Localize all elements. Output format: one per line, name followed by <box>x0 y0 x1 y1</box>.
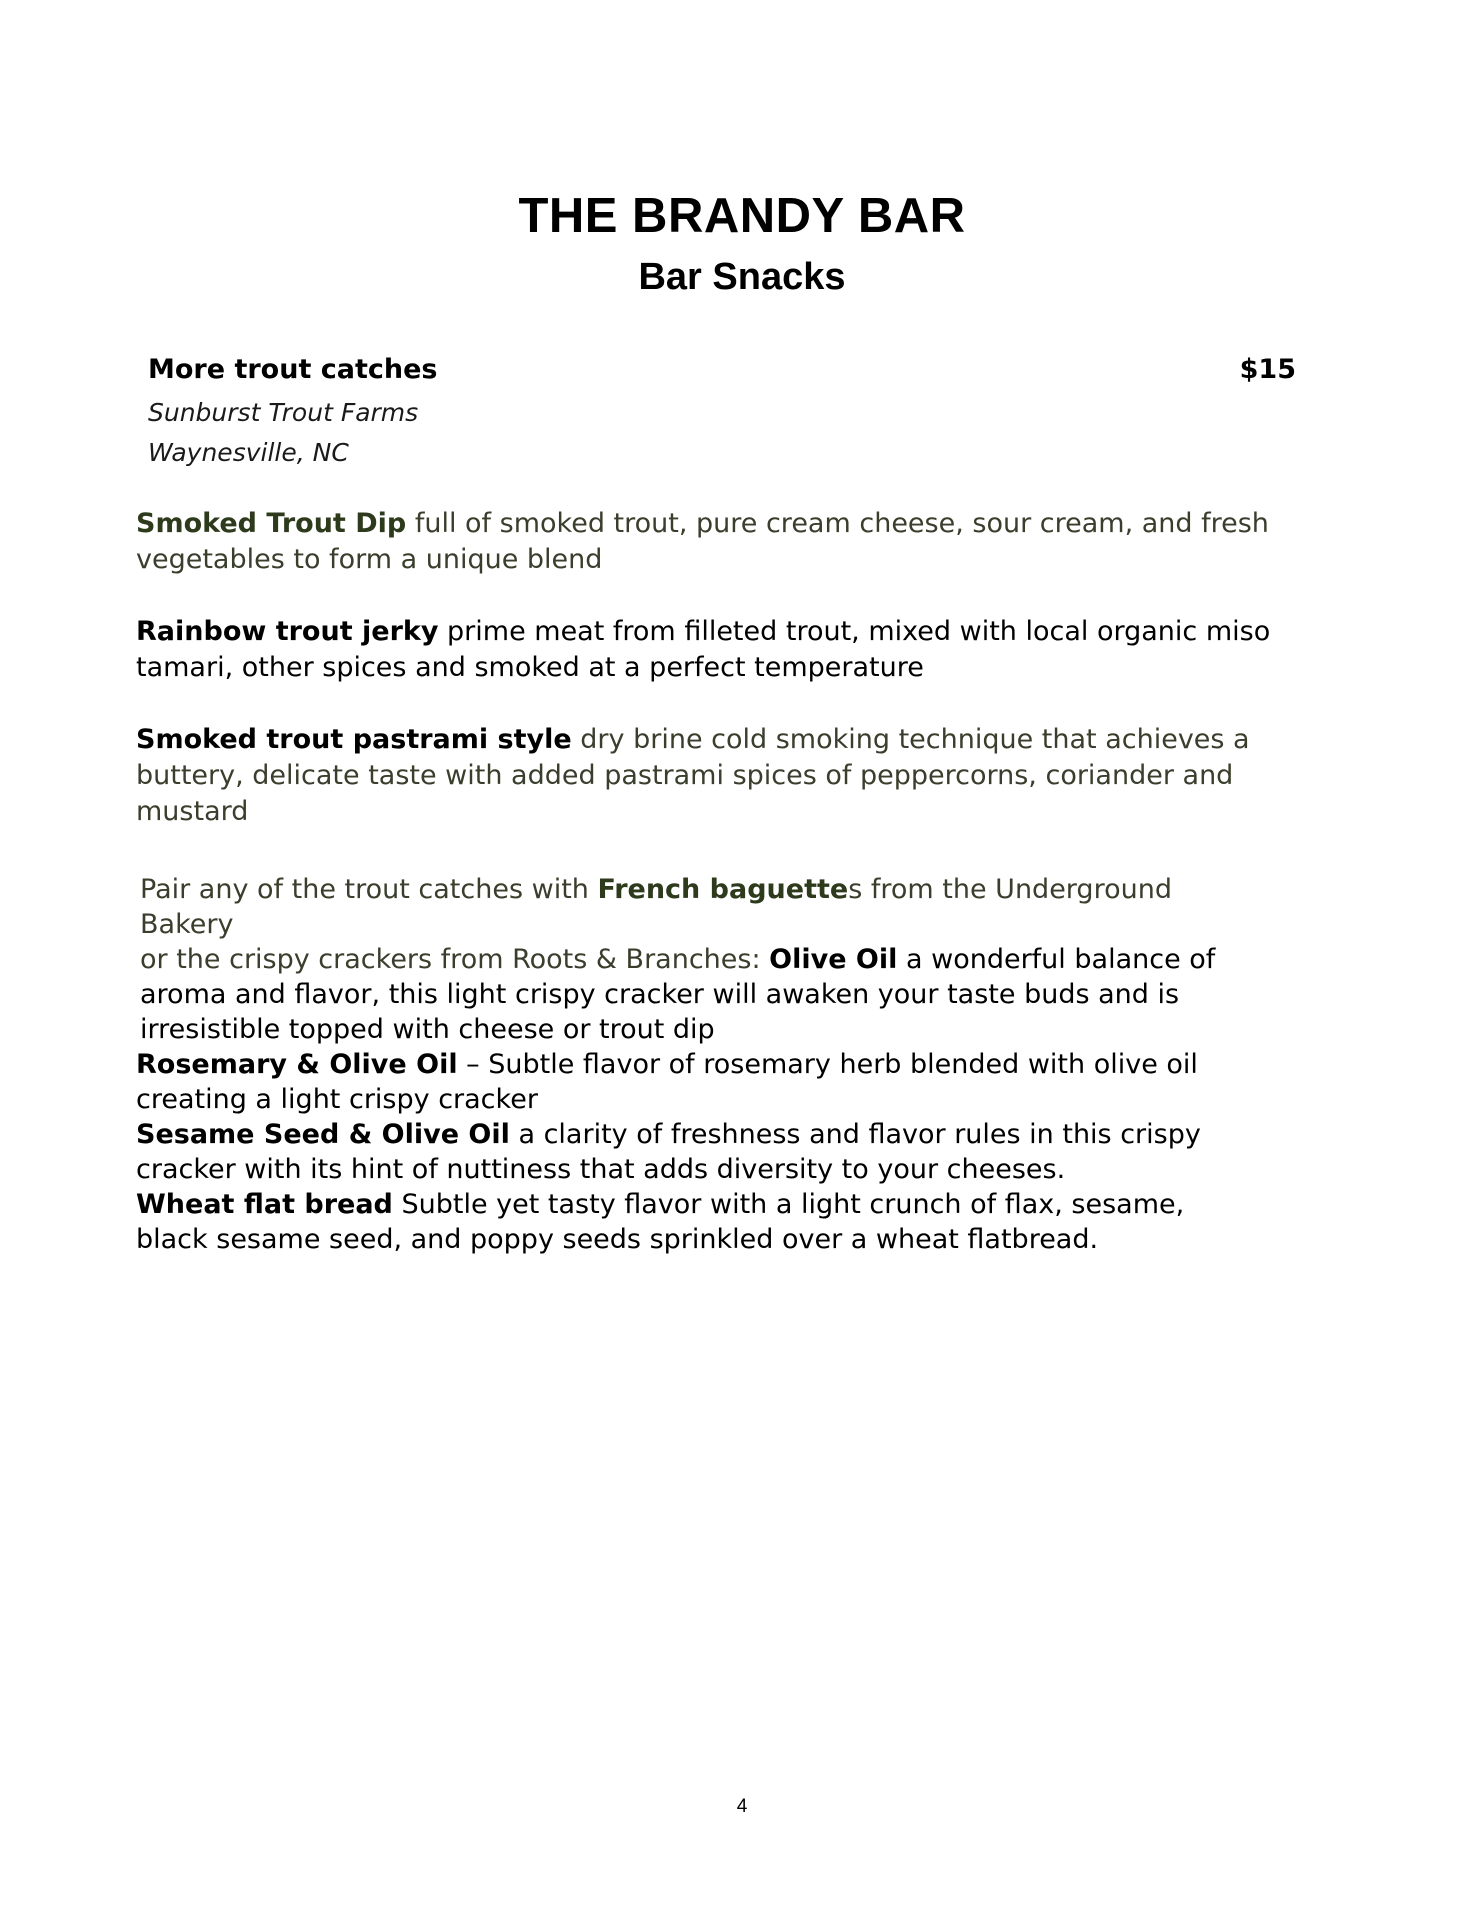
menu-item-description: tamari, other spices and smoked at a perfect temperature <box>136 652 924 683</box>
feature-item-name: More trout catches <box>148 354 438 385</box>
cracker-rosemary-description: creating a light crispy cracker <box>136 1084 538 1115</box>
menu-item-description: vegetables to form a unique blend <box>136 544 603 575</box>
page-number: 4 <box>736 1796 748 1817</box>
section-title: Bar Snacks <box>638 256 846 298</box>
cracker-olive-oil-description: irresistible topped with cheese or trout dip <box>140 1014 715 1045</box>
menu-item-name: Smoked trout pastrami style <box>136 724 572 755</box>
cracker-sesame-description: a clarity of freshness and flavor rules in this crispy <box>509 1119 1201 1150</box>
menu-item-description: prime meat from filleted trout, mixed with local organic miso <box>438 616 1271 647</box>
cracker-wheat-name: Wheat flat bread <box>136 1189 393 1220</box>
feature-origin-farm: Sunburst Trout Farms <box>148 398 419 427</box>
cracker-olive-oil-description: a wonderful balance of <box>897 944 1216 975</box>
menu-item-smoked-trout-dip <box>136 506 1306 578</box>
feature-item-price: $15 <box>1239 354 1296 385</box>
cracker-rosemary-description: – Subtle flavor of rosemary herb blended with olive oil <box>457 1049 1198 1080</box>
menu-item-name: Smoked Trout Dip <box>136 508 407 539</box>
menu-item-description: dry brine cold smoking technique that achieves a <box>571 724 1250 755</box>
cracker-sesame <box>136 1117 1246 1152</box>
pairing-intro <box>136 872 1246 907</box>
pairing-crackers <box>136 942 1246 977</box>
feature-origin-location: Waynesville, NC <box>148 438 349 467</box>
pairing-crackers-text: or the crispy crackers from Roots & Branches: <box>140 944 770 975</box>
cracker-olive-oil-name: Olive Oil <box>769 944 898 975</box>
menu-item-description: mustard <box>136 796 249 827</box>
cracker-rosemary-name: Rosemary & Olive Oil <box>136 1049 458 1080</box>
cracker-olive-oil-description: aroma and flavor, this light crispy cracker will awaken your taste buds and is <box>140 979 1180 1010</box>
cracker-wheat-description: black sesame seed, and poppy seeds sprinkled over a wheat flatbread. <box>136 1224 1099 1255</box>
menu-item-description: buttery, delicate taste with added pastrami spices of peppercorns, coriander and <box>136 760 1234 791</box>
feature-item-header <box>148 354 1296 394</box>
pairing-intro-text: s from the Underground <box>848 874 1172 905</box>
menu-item-description: full of smoked trout, pure cream cheese, sour cream, and fresh <box>406 508 1269 539</box>
cracker-sesame-name: Sesame Seed & Olive Oil <box>136 1119 510 1150</box>
pairing-intro-line2: Bakery <box>140 909 234 940</box>
menu-item-smoked-trout-pastrami <box>136 722 1306 830</box>
menu-title: THE BRANDY BAR <box>518 189 966 243</box>
cracker-sesame-description: cracker with its hint of nuttiness that adds diversity to your cheeses. <box>136 1154 1066 1185</box>
pairing-intro-text: Pair any of the trout catches with <box>140 874 598 905</box>
menu-item-rainbow-trout-jerky <box>136 614 1306 686</box>
cracker-rosemary <box>136 1047 1246 1082</box>
cracker-wheat-description: Subtle yet tasty flavor with a light crunch of flax, sesame, <box>392 1189 1185 1220</box>
pairing-section <box>136 872 1246 1257</box>
cracker-wheat <box>136 1187 1246 1222</box>
menu-item-name: Rainbow trout jerky <box>136 616 439 647</box>
pairing-baguette-name: French baguette <box>597 874 849 905</box>
